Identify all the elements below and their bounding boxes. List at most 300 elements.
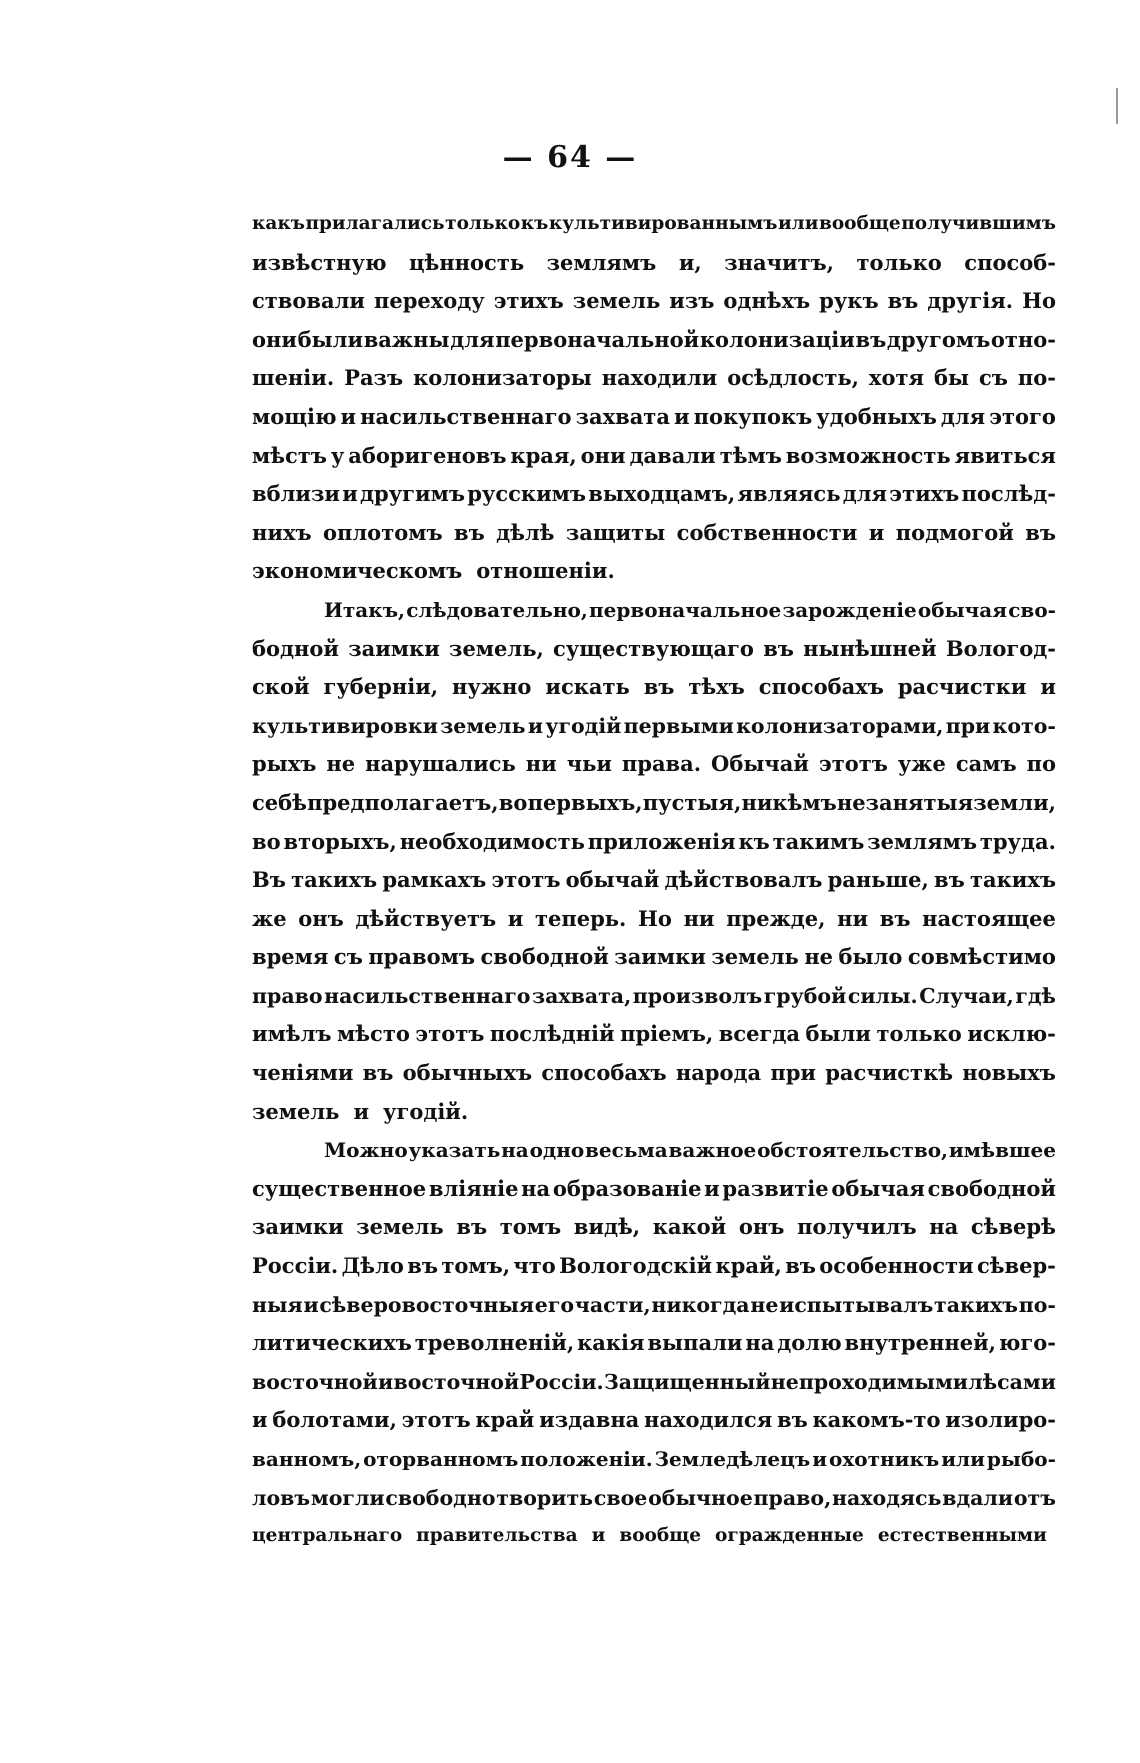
word: ныя <box>252 1292 303 1317</box>
word: вообще <box>619 1525 702 1547</box>
word: вблизи <box>252 481 340 507</box>
word: время <box>252 944 329 970</box>
word: угодій. <box>383 1098 469 1124</box>
word: свое <box>593 1485 648 1510</box>
word: для <box>940 403 986 429</box>
word: заимки <box>348 635 440 661</box>
word: ствовали <box>252 288 365 314</box>
line-text <box>252 1324 1056 1363</box>
word: Но <box>1022 288 1056 314</box>
word: литическихъ <box>252 1330 412 1356</box>
word: къ <box>520 213 549 234</box>
text-line <box>252 552 1056 591</box>
word: ни <box>683 905 715 931</box>
word: расчисткѣ <box>825 1060 954 1086</box>
word: рыбо- <box>986 1447 1056 1471</box>
word: части, <box>574 1292 651 1317</box>
word: грубой <box>763 983 847 1008</box>
word: и <box>252 1407 268 1433</box>
text-line <box>252 205 1056 244</box>
word: земель <box>572 288 661 314</box>
word: право <box>252 983 323 1008</box>
line-text <box>252 398 1056 437</box>
word: свободно <box>385 1485 496 1510</box>
word: по <box>1026 751 1056 777</box>
text-line <box>252 977 1056 1016</box>
word: какъ <box>252 213 305 234</box>
word: болотами, <box>272 1407 397 1433</box>
line-text <box>252 1440 1056 1479</box>
word: Россіи. <box>519 1369 604 1394</box>
text-line <box>252 591 1056 630</box>
word: колонизаторами, <box>736 713 944 738</box>
word: изъ <box>669 288 715 314</box>
word: выпали <box>647 1330 743 1356</box>
word: Россіи. <box>252 1253 339 1279</box>
text-line <box>252 1247 1056 1286</box>
word: отно- <box>990 326 1056 352</box>
word: только <box>445 213 521 234</box>
word: выходцамъ, <box>588 481 736 507</box>
word: не <box>750 1292 779 1317</box>
text-line <box>252 359 1056 398</box>
word: оторванномъ <box>363 1447 519 1471</box>
word: обычая <box>831 1175 925 1201</box>
word: весьма <box>585 1138 668 1163</box>
word: такихъ <box>291 867 378 893</box>
text-line <box>252 437 1056 476</box>
text-line <box>252 900 1056 939</box>
word: при <box>770 1060 816 1086</box>
word: заимки <box>614 944 706 970</box>
word: право, <box>753 1485 832 1510</box>
word: труда. <box>979 828 1056 854</box>
text-line <box>252 1363 1056 1402</box>
word: что <box>513 1253 556 1279</box>
word: и <box>704 1175 720 1201</box>
word: какой <box>652 1214 727 1240</box>
word: вдали <box>942 1485 1014 1510</box>
word: послѣдній <box>489 1021 615 1047</box>
text-line <box>252 1015 1056 1054</box>
word: у <box>330 442 345 468</box>
line-text <box>252 282 1056 321</box>
word: этотъ <box>401 1407 471 1433</box>
line-text <box>252 1170 1056 1209</box>
word: произволъ <box>632 983 763 1008</box>
word: томъ, <box>441 1253 511 1279</box>
word: какія <box>577 1330 645 1356</box>
word: свободной <box>480 944 609 970</box>
word: по- <box>1018 1292 1056 1317</box>
word: образованіе <box>552 1175 702 1201</box>
word: значитъ, <box>724 249 834 275</box>
text-line <box>252 630 1056 669</box>
word: прилагались <box>305 213 445 234</box>
word: къ <box>738 828 770 854</box>
word: были <box>805 1021 871 1047</box>
word: Разъ <box>344 365 404 391</box>
word: такихъ <box>934 1292 1018 1317</box>
word: тѣмъ <box>719 442 782 468</box>
word: и <box>868 519 885 545</box>
word: свободной <box>927 1175 1056 1201</box>
word: земель <box>356 1214 444 1240</box>
word: земель <box>440 713 526 738</box>
scan-edge-mark <box>1116 88 1118 124</box>
word: уже <box>897 751 946 777</box>
text-line <box>252 823 1056 862</box>
word: Обычай <box>711 751 809 777</box>
word: обычай <box>565 867 660 893</box>
word: въ <box>934 867 965 893</box>
word: дѣйствовалъ <box>664 867 823 893</box>
word: вторыхъ, <box>283 828 397 854</box>
line-text <box>252 514 1056 553</box>
word: и <box>353 1098 370 1124</box>
word: были <box>297 326 364 352</box>
word: расчистки <box>897 674 1027 700</box>
word: явиться <box>954 442 1056 468</box>
text-line <box>252 707 1056 746</box>
word: только <box>856 249 942 275</box>
word: народа <box>675 1060 762 1086</box>
word: Но <box>638 905 672 931</box>
word: существенное <box>252 1175 427 1201</box>
word: въ <box>456 1214 488 1240</box>
line-text <box>252 668 1056 707</box>
line-text <box>252 977 1056 1016</box>
text-line <box>252 1208 1056 1247</box>
word: русскимъ <box>467 481 587 507</box>
word: угодій <box>545 713 622 738</box>
word: захвата <box>575 403 670 429</box>
word: сѣвер- <box>976 1253 1056 1279</box>
line-text <box>252 823 1056 862</box>
word: ни <box>525 751 557 777</box>
text-line <box>252 1401 1056 1440</box>
word: край, <box>715 1253 782 1279</box>
word: на <box>929 1214 959 1240</box>
word: рукъ <box>819 288 879 314</box>
line-text <box>252 205 1056 244</box>
word: Въ <box>252 867 286 893</box>
word: находился <box>644 1407 773 1433</box>
word: теперь. <box>535 905 627 931</box>
text-line <box>252 1093 1056 1132</box>
line-text <box>252 745 1056 784</box>
word: томъ <box>499 1214 562 1240</box>
word: имѣвшее <box>948 1138 1056 1163</box>
word: исклю- <box>967 1021 1056 1047</box>
word: обычая <box>917 597 1008 622</box>
word: для <box>450 326 495 352</box>
text-line <box>252 668 1056 707</box>
word: первоначальное <box>589 597 782 622</box>
word: по- <box>1017 365 1056 391</box>
word: вліяніе <box>428 1175 519 1201</box>
word: огражденные <box>715 1525 864 1547</box>
word: важны <box>363 326 450 352</box>
word: центральнаго <box>252 1525 403 1547</box>
word: колонизаторы <box>413 365 592 391</box>
word: совмѣстимо <box>907 944 1056 970</box>
word: аборигеновъ <box>348 442 507 468</box>
word: земель <box>711 944 799 970</box>
word: долю <box>777 1330 842 1356</box>
word: испытывалъ <box>779 1292 934 1317</box>
text-line <box>252 398 1056 437</box>
text-line <box>252 1286 1056 1325</box>
word: на <box>745 1330 775 1356</box>
word: внутренней, <box>844 1330 996 1356</box>
word: и <box>1040 674 1056 700</box>
word: Итакъ, <box>324 597 405 622</box>
word: насильственнаго <box>324 983 531 1008</box>
word: землямъ <box>867 828 977 854</box>
word: имѣлъ <box>252 1021 332 1047</box>
word: себѣ <box>252 789 307 815</box>
text-line <box>252 1517 1056 1556</box>
word: приложенія <box>587 828 736 854</box>
word: въ <box>879 905 911 931</box>
word: этихъ <box>889 481 960 507</box>
word: охотникъ <box>829 1447 940 1471</box>
word: права. <box>621 751 702 777</box>
word: этихъ <box>493 288 564 314</box>
word: ской <box>252 674 310 700</box>
word: необходимость <box>399 828 585 854</box>
word: Вологод- <box>945 635 1056 661</box>
word: бы <box>933 365 970 391</box>
word: или <box>941 1447 985 1471</box>
line-text <box>252 475 1056 514</box>
word: шеніи. <box>252 365 335 391</box>
line-text <box>252 707 1056 746</box>
word: собственности <box>676 519 858 545</box>
word: и <box>507 905 524 931</box>
word: колонизаціи <box>699 326 855 352</box>
paragraph <box>252 1131 1056 1556</box>
word: являясь <box>737 481 841 507</box>
word: этого <box>989 403 1056 429</box>
word: переходу <box>374 288 485 314</box>
word: этотъ <box>491 867 561 893</box>
word: какомъ-то <box>812 1407 941 1433</box>
text-line <box>252 1170 1056 1209</box>
word: обстоятельство, <box>757 1138 949 1163</box>
word: силы. <box>847 983 918 1008</box>
word: отъ <box>1013 1485 1056 1510</box>
line-text <box>252 784 1056 823</box>
word: было <box>838 944 903 970</box>
word: творить <box>496 1485 594 1510</box>
word: правительства <box>416 1525 578 1547</box>
line-text <box>252 1286 1056 1325</box>
word: первыми <box>623 713 734 738</box>
word: и <box>673 403 690 429</box>
word: извѣстную <box>252 249 387 275</box>
word: заимки <box>252 1214 344 1240</box>
word: находили <box>601 365 718 391</box>
word: землямъ <box>546 249 657 275</box>
text-line <box>252 321 1056 360</box>
word: Случаи, <box>919 983 1014 1008</box>
word: въ <box>887 288 919 314</box>
word: находясь <box>832 1485 942 1510</box>
line-text <box>252 244 1056 283</box>
line-text <box>252 359 1056 398</box>
line-text <box>252 938 1056 977</box>
word: на <box>521 1175 551 1201</box>
word: важное <box>668 1138 757 1163</box>
word: и <box>377 1369 394 1394</box>
word: изолиро- <box>945 1407 1056 1433</box>
word: въ <box>407 1253 438 1279</box>
word: зарожденіе <box>782 597 917 622</box>
word: и <box>303 1292 319 1317</box>
word: особенности <box>819 1253 974 1279</box>
word: покупокъ <box>693 403 813 429</box>
word: ванномъ, <box>252 1447 362 1471</box>
word: пріемъ, <box>620 1021 714 1047</box>
word: осѣдлость, <box>727 365 859 391</box>
word: мѣсто <box>337 1021 410 1047</box>
paragraph <box>252 205 1056 591</box>
word: и <box>527 713 544 738</box>
text-line <box>252 938 1056 977</box>
word: ни <box>837 905 869 931</box>
word: земель, <box>449 635 544 661</box>
word: правомъ <box>368 944 475 970</box>
word: предполагаетъ, <box>307 789 499 815</box>
word: дѣлѣ <box>496 519 555 545</box>
line-text <box>324 591 1056 630</box>
text-line <box>252 784 1056 823</box>
word: его <box>534 1292 575 1317</box>
line-text <box>252 861 1056 900</box>
word: первоначальной <box>495 326 700 352</box>
word: способахъ <box>541 1060 667 1086</box>
word: существующаго <box>553 635 754 661</box>
line-text <box>252 900 1056 939</box>
word: всегда <box>718 1021 800 1047</box>
word: способ- <box>964 249 1056 275</box>
word: культивированнымъ <box>548 213 778 234</box>
word: вообще <box>818 213 901 234</box>
word: и <box>340 403 357 429</box>
word: возможность <box>785 442 951 468</box>
word: въ <box>362 1060 394 1086</box>
word: мѣстъ <box>252 442 327 468</box>
word: въ <box>643 674 675 700</box>
word: сво- <box>1008 597 1056 622</box>
word: край <box>475 1407 535 1433</box>
word: культивировки <box>252 713 438 738</box>
word: въ <box>855 326 887 352</box>
word: искать <box>545 674 630 700</box>
word: мощію <box>252 403 337 429</box>
word: лѣсами <box>968 1369 1056 1394</box>
word: для <box>842 481 888 507</box>
word: слѣдовательно, <box>406 597 588 622</box>
word: земли, <box>973 789 1056 815</box>
line-text <box>252 1479 1056 1518</box>
word: давали <box>629 442 716 468</box>
word: первыхъ, <box>527 789 643 815</box>
line-text <box>252 1401 1056 1440</box>
word: нужно <box>452 674 532 700</box>
line-text <box>252 1363 1056 1402</box>
word: ловъ <box>252 1485 311 1510</box>
word: въ <box>776 1407 808 1433</box>
word: восточной <box>252 1369 378 1394</box>
word: отношеніи. <box>476 558 615 584</box>
word: видѣ, <box>573 1214 641 1240</box>
word: обычное <box>648 1485 753 1510</box>
word: губерніи, <box>323 674 439 700</box>
word: и <box>591 1525 606 1547</box>
word: онъ <box>298 905 344 931</box>
word: другія. <box>927 288 1014 314</box>
word: этотъ <box>818 751 888 777</box>
line-text <box>252 1247 1056 1286</box>
word: нихъ <box>252 519 312 545</box>
word: нарушались <box>365 751 516 777</box>
text-line <box>252 745 1056 784</box>
word: издавна <box>539 1407 640 1433</box>
line-text <box>252 552 1056 591</box>
word: удобныхъ <box>816 403 937 429</box>
word: Можно <box>324 1138 408 1163</box>
line-text <box>252 1208 1056 1247</box>
word: настоящее <box>922 905 1056 931</box>
word: они <box>580 442 626 468</box>
word: съ <box>979 365 1008 391</box>
word: онъ <box>738 1214 785 1240</box>
word: такихъ <box>969 867 1056 893</box>
word: въ <box>785 1253 816 1279</box>
word: получилъ <box>797 1214 917 1240</box>
word: получившимъ <box>901 213 1056 234</box>
word: при <box>945 713 991 738</box>
word: указать <box>408 1138 501 1163</box>
word: Вологодскій <box>559 1253 713 1279</box>
word: съ <box>333 944 363 970</box>
text-line <box>252 1440 1056 1479</box>
word: оплотомъ <box>323 519 443 545</box>
text-line <box>252 1054 1056 1093</box>
word: новыхъ <box>962 1060 1056 1086</box>
word: земель <box>252 1098 340 1124</box>
text-line <box>252 1131 1056 1170</box>
word: непроходимыми <box>770 1369 968 1394</box>
word: естественными <box>877 1525 1047 1547</box>
word: сѣверѣ <box>970 1214 1056 1240</box>
line-text <box>324 1131 1056 1170</box>
line-text <box>252 1093 1056 1132</box>
word: кото- <box>992 713 1056 738</box>
word: тѣхъ <box>688 674 745 700</box>
word: послѣд- <box>961 481 1056 507</box>
word: же <box>252 905 287 931</box>
word: во <box>252 828 281 854</box>
word: раньше, <box>827 867 929 893</box>
word: они <box>252 326 297 352</box>
word: никогда <box>651 1292 750 1317</box>
line-text <box>252 437 1056 476</box>
word: ченіями <box>252 1060 354 1086</box>
